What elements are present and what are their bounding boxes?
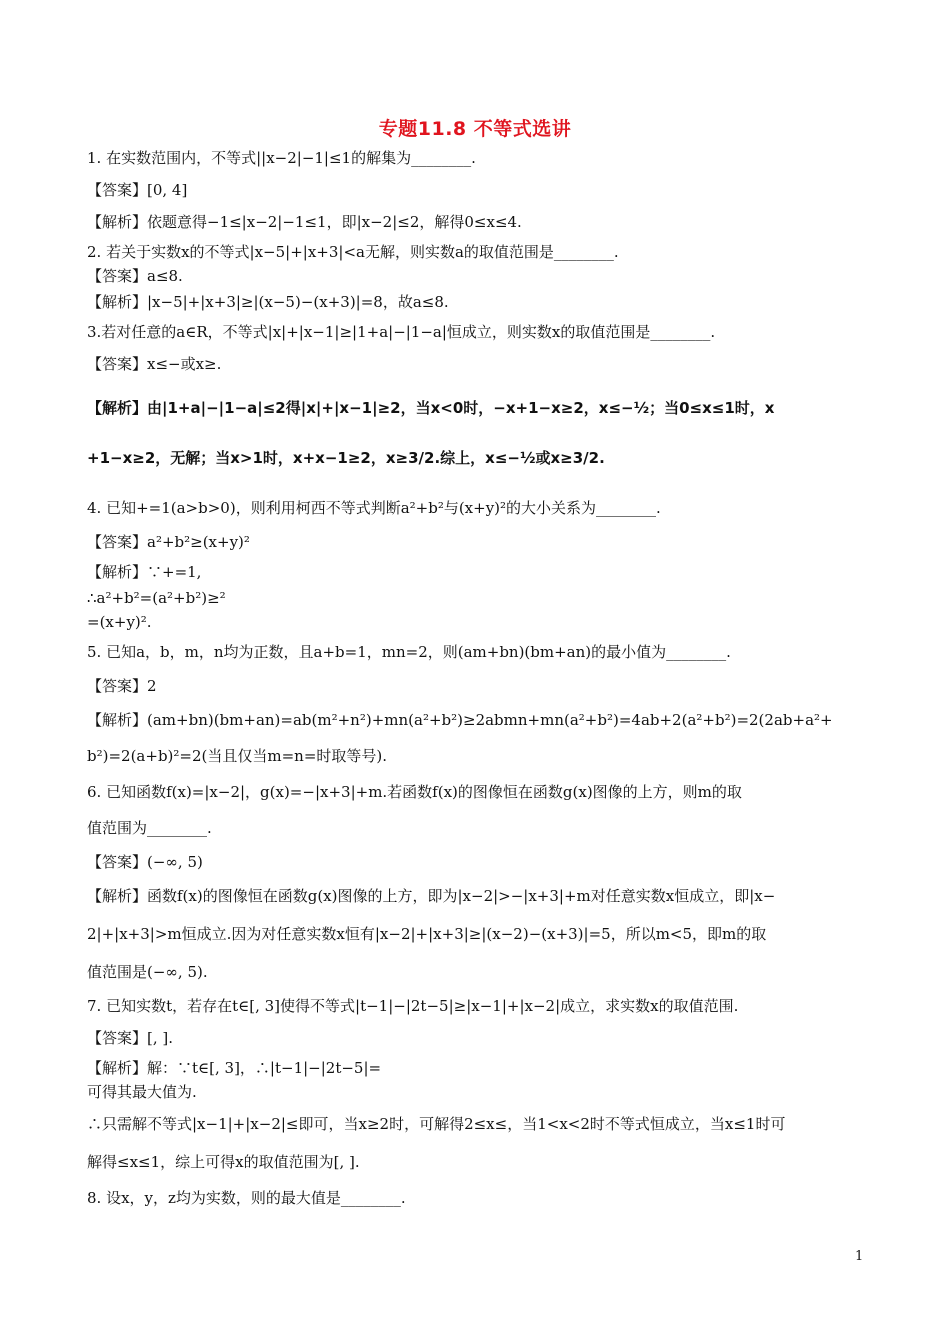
text-line: 【答案】x≤−或x≥. [87,355,222,373]
text-line: 5. 已知a，b，m，n均为正数，且a+b=1，mn=2，则(am+bn)(bm+an)的最小值为________. [87,643,731,661]
text-line: 4. 已知+=1(a>b>0)，则利用柯西不等式判断a²+b²与(x+y)²的大小关系为________. [87,499,661,517]
text-line: 【答案】a²+b²≥(x+y)² [87,533,250,551]
page-number: 1 [855,1249,864,1264]
text-line: 1. 在实数范围内，不等式||x−2|−1|≤1的解集为________. [87,149,476,167]
page-title: 专题11.8 不等式选讲 [378,118,572,140]
text-line: 【答案】2 [87,677,157,695]
text-line: 3.若对任意的a∈R，不等式|x|+|x−1|≥|1+a|−|1−a|恒成立，则实数x的取值范围是________. [87,323,716,341]
text-line: +1−x≥2，无解；当x>1时，x+x−1≥2，x≥3/2.综上，x≤−½或x≥3/2. [87,449,605,467]
text-line: 值范围为________. [87,819,212,837]
text-line: ∴a²+b²=(a²+b²)≥² [87,589,226,607]
text-line: 解得≤x≤1，综上可得x的取值范围为[, ]. [87,1153,360,1171]
text-line: 【答案】(−∞, 5) [87,853,203,871]
text-line: 【解析】函数f(x)的图像恒在函数g(x)图像的上方，即为|x−2|>−|x+3|+m对任意实数x恒成立，即|x− [87,887,776,905]
text-line: 【解析】(am+bn)(bm+an)=ab(m²+n²)+mn(a²+b²)≥2abmn+mn(a²+b²)=4ab+2(a²+b²)=2(2ab+a²+ [87,711,833,729]
text-line: 【解析】解：∵t∈[, 3]，∴|t−1|−|2t−5|= [87,1059,382,1077]
text-line: 2|+|x+3|>m恒成立.因为对任意实数x恒有|x−2|+|x+3|≥|(x−2)−(x+3)|=5，所以m<5，即m的取 [87,925,767,943]
text-line: b²)=2(a+b)²=2(当且仅当m=n=时取等号). [87,747,388,765]
text-line: 【解析】|x−5|+|x+3|≥|(x−5)−(x+3)|=8，故a≤8. [87,293,449,311]
text-line: 可得其最大值为. [87,1083,197,1101]
text-line: 【答案】[0, 4] [87,181,188,199]
text-line: 【解析】∵+=1, [87,563,202,581]
text-line: 【解析】依题意得−1≤|x−2|−1≤1，即|x−2|≤2，解得0≤x≤4. [87,213,522,231]
text-line: 【答案】a≤8. [87,267,183,285]
text-line: 7. 已知实数t，若存在t∈[, 3]使得不等式|t−1|−|2t−5|≥|x−1|+|x−2|成立，求实数x的取值范围. [87,997,739,1015]
text-line: 2. 若关于实数x的不等式|x−5|+|x+3|<a无解，则实数a的取值范围是________. [87,243,619,261]
text-line: 【答案】[, ]. [87,1029,174,1047]
text-line: 值范围是(−∞, 5). [87,963,208,981]
text-line: 6. 已知函数f(x)=|x−2|，g(x)=−|x+3|+m.若函数f(x)的图像恒在函数g(x)图像的上方，则m的取 [87,783,742,801]
text-line: ∴只需解不等式|x−1|+|x−2|≤即可，当x≥2时，可解得2≤x≤，当1<x<2时不等式恒成立，当x≤1时可 [87,1115,786,1133]
text-line: 【解析】由|1+a|−|1−a|≤2得|x|+|x−1|≥2，当x<0时，−x+1−x≥2，x≤−½；当0≤x≤1时，x [87,399,775,417]
text-line: =(x+y)². [87,613,152,631]
text-line: 8. 设x，y，z均为实数，则的最大值是________. [87,1189,406,1207]
